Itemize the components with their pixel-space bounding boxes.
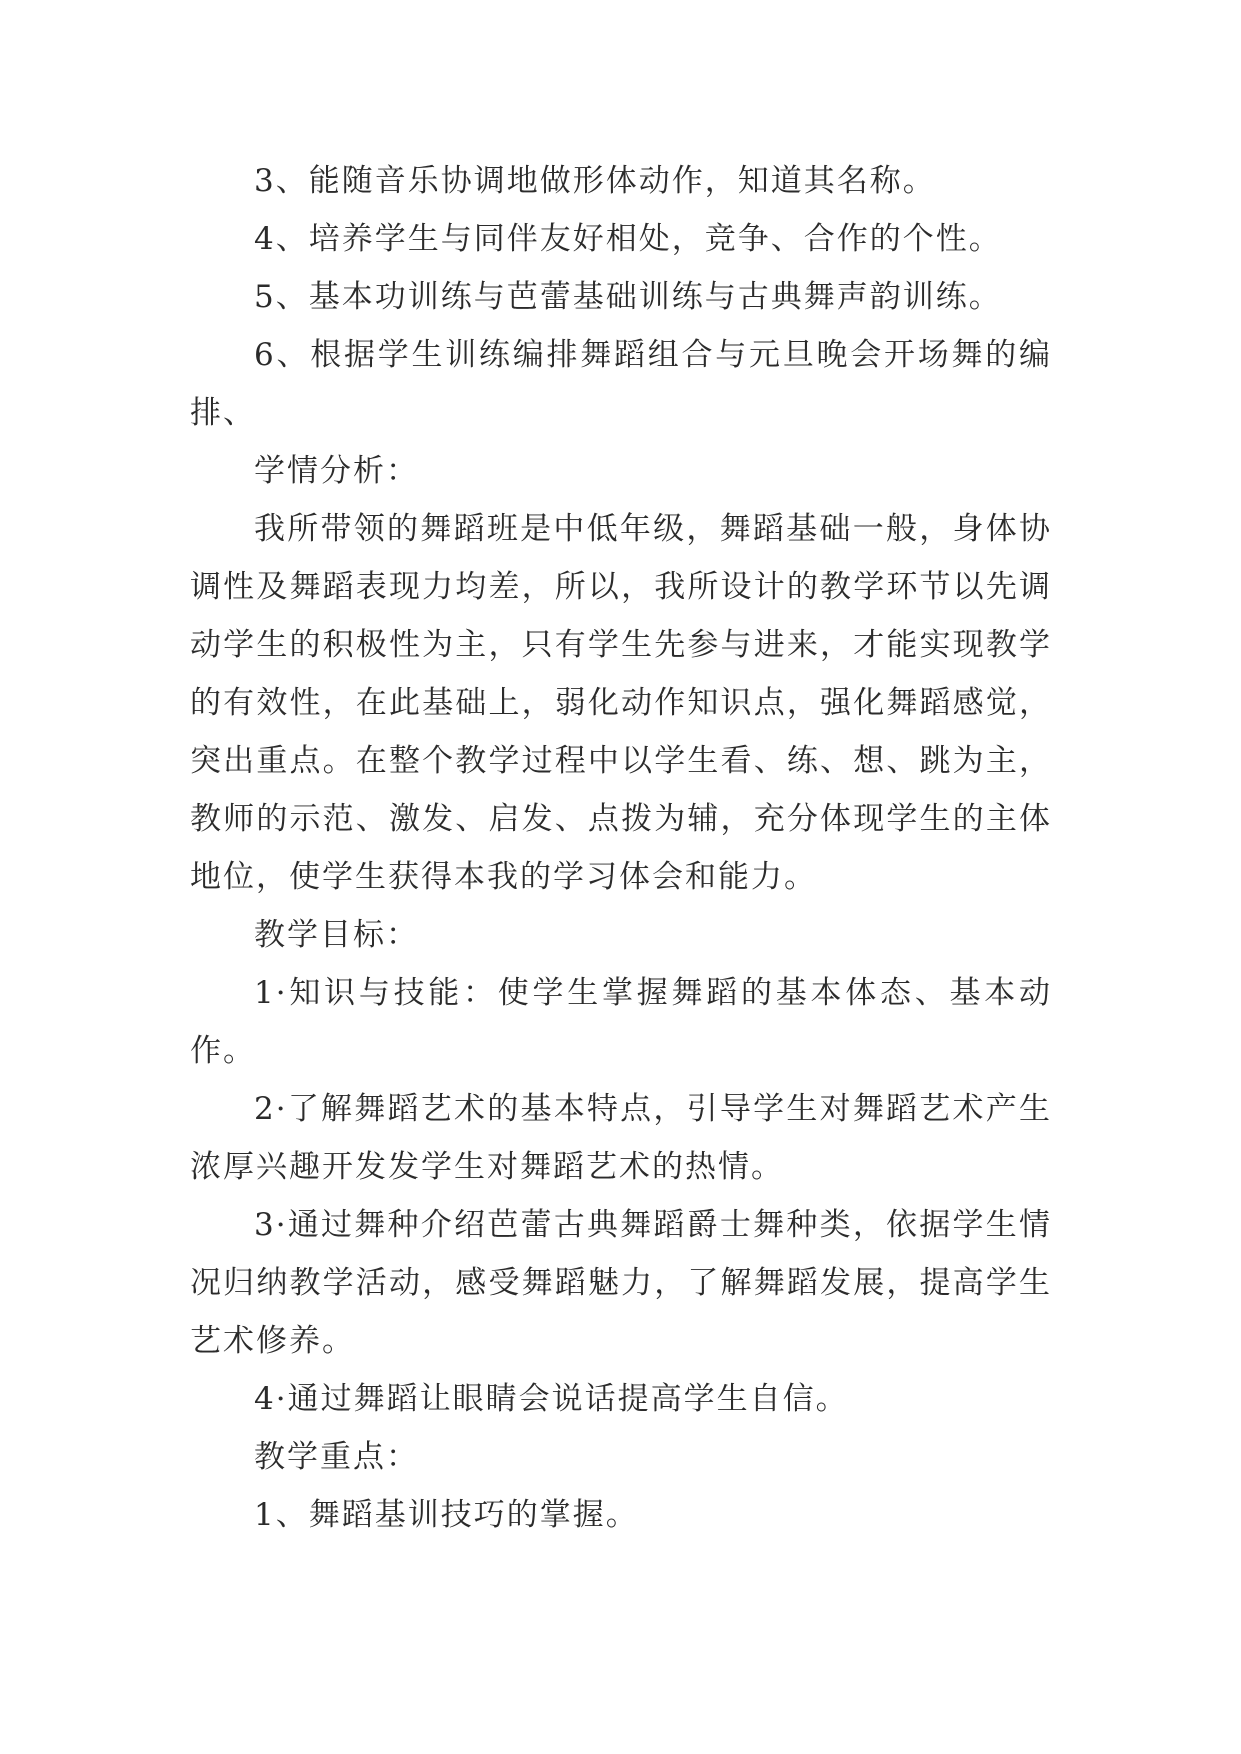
teaching-goal-1: 1·知识与技能：使学生掌握舞蹈的基本体态、基本动作。	[190, 975, 1052, 1069]
teaching-focus-1: 1、舞蹈基训技巧的掌握。	[254, 1497, 639, 1533]
document-body	[190, 152, 1052, 1544]
section-heading-student-analysis: 学情分析：	[254, 453, 419, 489]
objective-4: 4、培养学生与同伴友好相处，竞争、合作的个性。	[254, 221, 1002, 257]
objective-6: 6、根据学生训练编排舞蹈组合与元旦晚会开场舞的编排、	[190, 337, 1052, 431]
teaching-goal-2: 2·了解舞蹈艺术的基本特点，引导学生对舞蹈艺术产生浓厚兴趣开发发学生对舞蹈艺术的热情。	[190, 1091, 1052, 1185]
objective-3: 3、能随音乐协调地做形体动作，知道其名称。	[254, 163, 936, 199]
teaching-goal-3: 3·通过舞种介绍芭蕾古典舞蹈爵士舞种类，依据学生情况归纳教学活动，感受舞蹈魅力，了解舞蹈发展，提高学生艺术修养。	[190, 1207, 1052, 1359]
section-heading-teaching-goals: 教学目标：	[254, 917, 419, 953]
section-heading-teaching-focus: 教学重点：	[254, 1439, 419, 1475]
teaching-goal-4: 4·通过舞蹈让眼睛会说话提高学生自信。	[254, 1381, 849, 1417]
student-analysis-paragraph: 我所带领的舞蹈班是中低年级，舞蹈基础一般，身体协调性及舞蹈表现力均差，所以，我所设计的教学环节以先调动学生的积极性为主，只有学生先参与进来，才能实现教学的有效性，在此基础上，弱化动作知识点，强化舞蹈感觉，突出重点。在整个教学过程中以学生看、练、想、跳为主，教师的示范、激发、启发、点拨为辅，充分体现学生的主体地位，使学生获得本我的学习体会和能力。	[190, 511, 1052, 895]
objective-5: 5、基本功训练与芭蕾基础训练与古典舞声韵训练。	[254, 279, 1002, 315]
